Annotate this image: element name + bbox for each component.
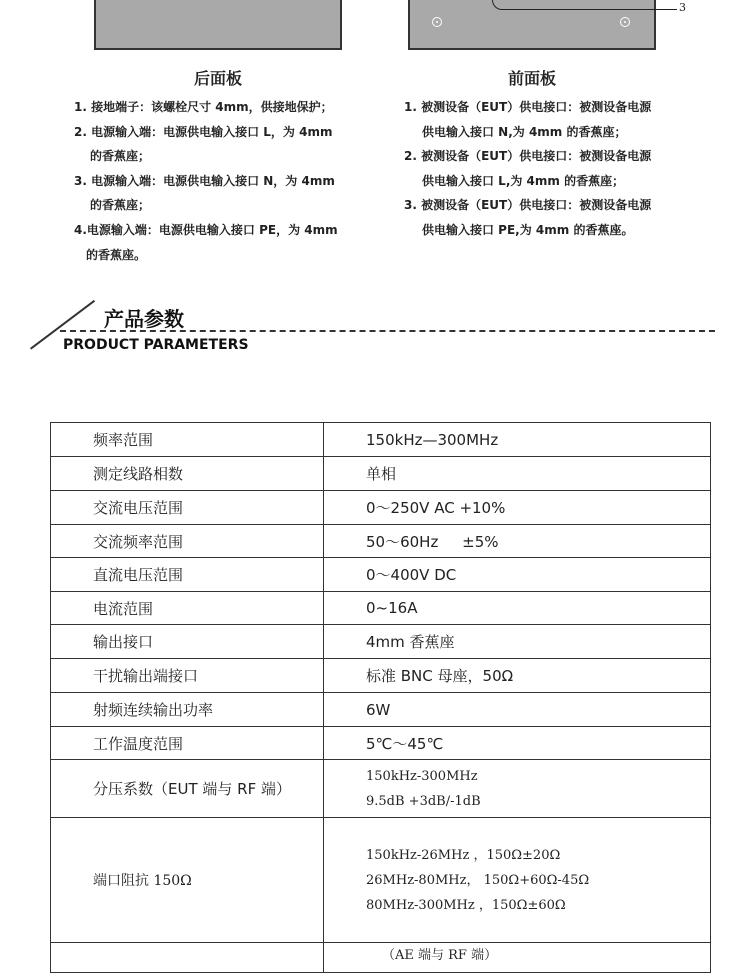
param-value: 150kHz—300MHz xyxy=(324,423,711,457)
front-panel-notes xyxy=(404,95,704,243)
param-name: 射频连续输出功率 xyxy=(51,693,324,727)
callout-number: 3 xyxy=(679,1,686,14)
note-line: 3. 被测设备（EUT）供电接口：被测设备电源 xyxy=(404,198,652,213)
note-line: 1. 接地端子：该螺栓尺寸 4mm，供接地保护； xyxy=(74,100,333,114)
note-line: 供电输入接口 N,为 4mm 的香蕉座； xyxy=(422,124,627,139)
table-row xyxy=(51,457,711,491)
note-line: 3. 电源输入端：电源供电输入接口 N，为 4mm xyxy=(74,173,335,188)
param-value: 0～250V AC +10% xyxy=(324,491,711,525)
note-line: 的香蕉座； xyxy=(90,198,151,213)
param-value xyxy=(324,760,711,818)
note-line: 1. 被测设备（EUT）供电接口：被测设备电源 xyxy=(404,100,652,114)
note-line: 2. 电源输入端：电源供电输入接口 L，为 4mm xyxy=(74,124,333,139)
param-value: 5℃～45℃ xyxy=(324,727,711,760)
param-name: 干扰输出端接口 xyxy=(51,659,324,693)
param-value-line: 9.5dB +3dB/-1dB xyxy=(366,793,481,809)
rear-panel-notes xyxy=(74,95,384,267)
note-line: 供电输入接口 PE,为 4mm 的香蕉座。 xyxy=(422,222,634,237)
param-value-line: （AE 端与 RF 端） xyxy=(382,948,498,963)
param-name: 交流频率范围 xyxy=(51,525,324,558)
param-value: 标准 BNC 母座，50Ω xyxy=(324,659,711,693)
table-row xyxy=(51,659,711,693)
param-name: 分压系数（EUT 端与 RF 端） xyxy=(51,760,324,818)
param-value-line: 26MHz-80MHz， 150Ω+60Ω-45Ω xyxy=(366,872,590,888)
param-value: 6W xyxy=(324,693,711,727)
note-line: 的香蕉座。 xyxy=(86,247,147,262)
callout-leader-line xyxy=(492,0,677,10)
note-line: 4.电源输入端：电源供电输入接口 PE，为 4mm xyxy=(74,222,338,237)
param-value-line: 150kHz-26MHz ，150Ω±20Ω xyxy=(366,847,561,863)
param-name: 输出接口 xyxy=(51,625,324,659)
screw-icon xyxy=(432,17,442,27)
section-divider xyxy=(60,330,715,332)
note-line: 的香蕉座； xyxy=(90,149,151,164)
param-name: 频率范围 xyxy=(51,423,324,457)
param-name: 工作温度范围 xyxy=(51,727,324,760)
param-name: 交流电压范围 xyxy=(51,491,324,525)
screw-icon xyxy=(620,17,630,27)
table-row xyxy=(51,943,711,973)
table-row xyxy=(51,693,711,727)
table-row xyxy=(51,760,711,818)
table-row xyxy=(51,491,711,525)
param-value xyxy=(324,818,711,943)
param-name: 直流电压范围 xyxy=(51,558,324,592)
param-name xyxy=(51,943,324,973)
table-row xyxy=(51,423,711,457)
param-name: 电流范围 xyxy=(51,592,324,625)
section-title: 产品参数 xyxy=(104,307,184,331)
param-value: 50～60Hz ±5% xyxy=(324,525,711,558)
table-row xyxy=(51,558,711,592)
param-name: 测定线路相数 xyxy=(51,457,324,491)
front-panel-title: 前面板 xyxy=(507,69,556,88)
param-value-line: 80MHz-300MHz ，150Ω±60Ω xyxy=(366,897,566,913)
table-row xyxy=(51,818,711,943)
param-value: 4mm 香蕉座 xyxy=(324,625,711,659)
parameters-table xyxy=(50,422,711,973)
note-line: 2. 被测设备（EUT）供电接口：被测设备电源 xyxy=(404,149,652,164)
param-value xyxy=(324,943,711,973)
table-row xyxy=(51,625,711,659)
table-row xyxy=(51,525,711,558)
param-value: 0~16A xyxy=(324,592,711,625)
note-line: 供电输入接口 L,为 4mm 的香蕉座； xyxy=(422,173,625,188)
section-subtitle: PRODUCT PARAMETERS xyxy=(63,337,249,353)
rear-panel-title: 后面板 xyxy=(193,69,242,88)
table-row xyxy=(51,592,711,625)
param-value: 单相 xyxy=(324,457,711,491)
rear-panel-drawing xyxy=(94,0,342,50)
param-name: 端口阻抗 150Ω xyxy=(51,818,324,943)
table-row xyxy=(51,727,711,760)
param-value-line: 150kHz-300MHz xyxy=(366,768,478,784)
param-value: 0～400V DC xyxy=(324,558,711,592)
